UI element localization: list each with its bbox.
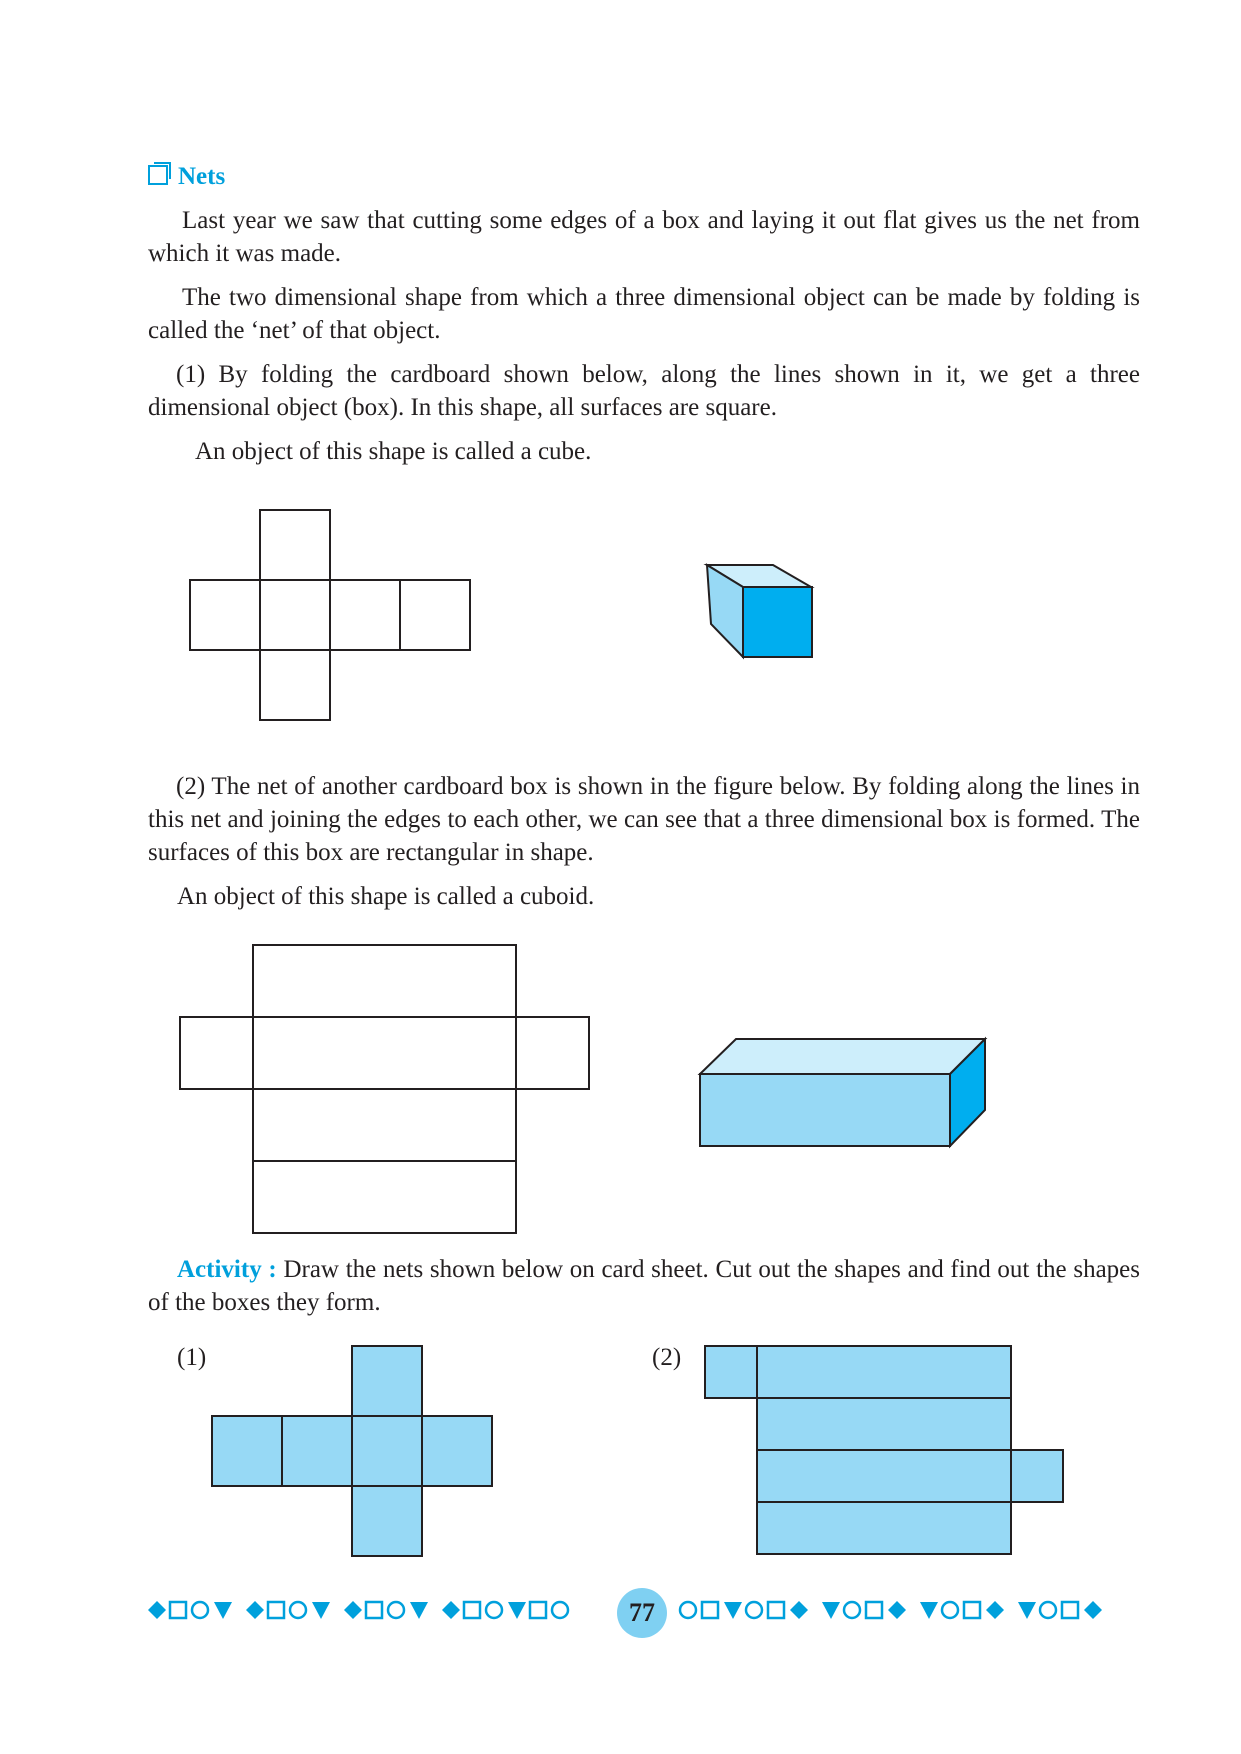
footer-circle-icon (552, 1602, 568, 1618)
footer-square-icon (702, 1602, 718, 1618)
activity-paragraph (148, 1253, 1140, 1319)
footer-square-icon (170, 1602, 186, 1618)
footer-circle-icon (192, 1602, 208, 1618)
footer-circle-icon (388, 1602, 404, 1618)
activity-figure-2-label: (2) (652, 1344, 682, 1371)
footer-triangle-icon (724, 1602, 742, 1619)
activity-net-1-face-4 (422, 1416, 492, 1486)
footer-square-icon (866, 1602, 882, 1618)
footer-square-icon (268, 1602, 284, 1618)
cube-net-diagram (190, 510, 470, 720)
paragraph-5: (2) The net of another cardboard box is shown in the figure below. By folding along the lines in this net and joining the edges to each other, we can see that a three dimensional box is formed. The surfaces of this box are rectangular in shape. (148, 773, 1140, 866)
cuboid-3d-illustration (698, 1037, 988, 1149)
footer-diamond-icon (888, 1601, 906, 1619)
paragraph-3: (1) By folding the cardboard shown below, along the lines shown in it, we get a three dimensional object (box). In this shape, all surfaces are square. (148, 361, 1140, 421)
cube-net-face-left (190, 580, 260, 650)
footer-circle-icon (746, 1602, 762, 1618)
footer-diamond-icon (790, 1601, 808, 1619)
footer-diamond-icon (1084, 1601, 1102, 1619)
activity-figure-1-label: (1) (177, 1344, 207, 1371)
footer-triangle-icon (508, 1602, 526, 1619)
cuboid-net-face-left (180, 1017, 253, 1089)
activity-net-2-face-2 (757, 1398, 1011, 1450)
footer-triangle-icon (920, 1602, 938, 1619)
cuboid-net-face-top (253, 945, 516, 1017)
cube-net-face-far-right (400, 580, 470, 650)
footer-circle-icon (844, 1602, 860, 1618)
footer-square-icon (366, 1602, 382, 1618)
footer-circle-icon (942, 1602, 958, 1618)
cuboid-net-face-center (253, 1017, 516, 1089)
paragraph-1: Last year we saw that cutting some edges of a box and laying it out flat gives us the net from which it was made. (148, 207, 1140, 267)
cube-3d-illustration (705, 560, 820, 660)
footer-triangle-icon (1018, 1602, 1036, 1619)
cuboid-net-diagram (180, 945, 590, 1235)
activity-net-2-tab-right (1011, 1450, 1063, 1502)
activity-net-1-face-1 (212, 1416, 282, 1486)
checkbox-square-icon (148, 165, 168, 185)
cube-net-face-center (260, 580, 330, 650)
cuboid-net-face-lower (253, 1089, 516, 1161)
activity-net-2-tab-left (705, 1346, 757, 1398)
footer-triangle-icon (410, 1602, 428, 1619)
footer-diamond-icon (344, 1601, 362, 1619)
section-title: Nets (178, 163, 226, 190)
footer-circle-icon (1040, 1602, 1056, 1618)
footer-square-icon (768, 1602, 784, 1618)
cuboid-net-face-bottom (253, 1161, 516, 1233)
footer-diamond-icon (148, 1601, 166, 1619)
footer-triangle-icon (214, 1602, 232, 1619)
activity-net-1-face-bottom (352, 1486, 422, 1556)
footer-circle-icon (486, 1602, 502, 1618)
cuboid-front-face (700, 1074, 950, 1146)
page-number: 77 (617, 1588, 667, 1638)
footer-diamond-icon (986, 1601, 1004, 1619)
activity-net-1-face-2 (282, 1416, 352, 1486)
footer-triangle-icon (312, 1602, 330, 1619)
footer-circle-icon (680, 1602, 696, 1618)
footer-diamond-icon (442, 1601, 460, 1619)
activity-net-1-face-top (352, 1346, 422, 1416)
paragraph-6: An object of this shape is called a cuboid. (177, 883, 595, 910)
paragraph-2: The two dimensional shape from which a three dimensional object can be made by folding is called the ‘net’ of that object. (148, 284, 1140, 344)
footer-circle-icon (290, 1602, 306, 1618)
footer-diamond-icon (246, 1601, 264, 1619)
cube-net-face-right (330, 580, 400, 650)
activity-label: Activity : (177, 1256, 277, 1283)
section-heading (148, 160, 225, 193)
cuboid-top-face (700, 1039, 985, 1074)
footer-square-icon (464, 1602, 480, 1618)
activity-net-2-face-1 (757, 1346, 1011, 1398)
activity-net-1-diagram (212, 1346, 492, 1556)
cube-front-face (743, 587, 812, 657)
paragraph-4: An object of this shape is called a cube. (195, 438, 592, 465)
cube-net-face-bottom (260, 650, 330, 720)
cuboid-net-face-right (516, 1017, 589, 1089)
activity-net-2-diagram (705, 1346, 1060, 1554)
footer-triangle-icon (822, 1602, 840, 1619)
footer-square-icon (964, 1602, 980, 1618)
footer-square-icon (1062, 1602, 1078, 1618)
activity-net-2-face-3 (757, 1450, 1011, 1502)
activity-text: Draw the nets shown below on card sheet. Cut out the shapes and find out the shapes of the boxes they form. (148, 1256, 1140, 1316)
activity-net-2-face-4 (757, 1502, 1011, 1554)
footer-square-icon (530, 1602, 546, 1618)
activity-net-1-face-3 (352, 1416, 422, 1486)
cube-net-face-top (260, 510, 330, 580)
